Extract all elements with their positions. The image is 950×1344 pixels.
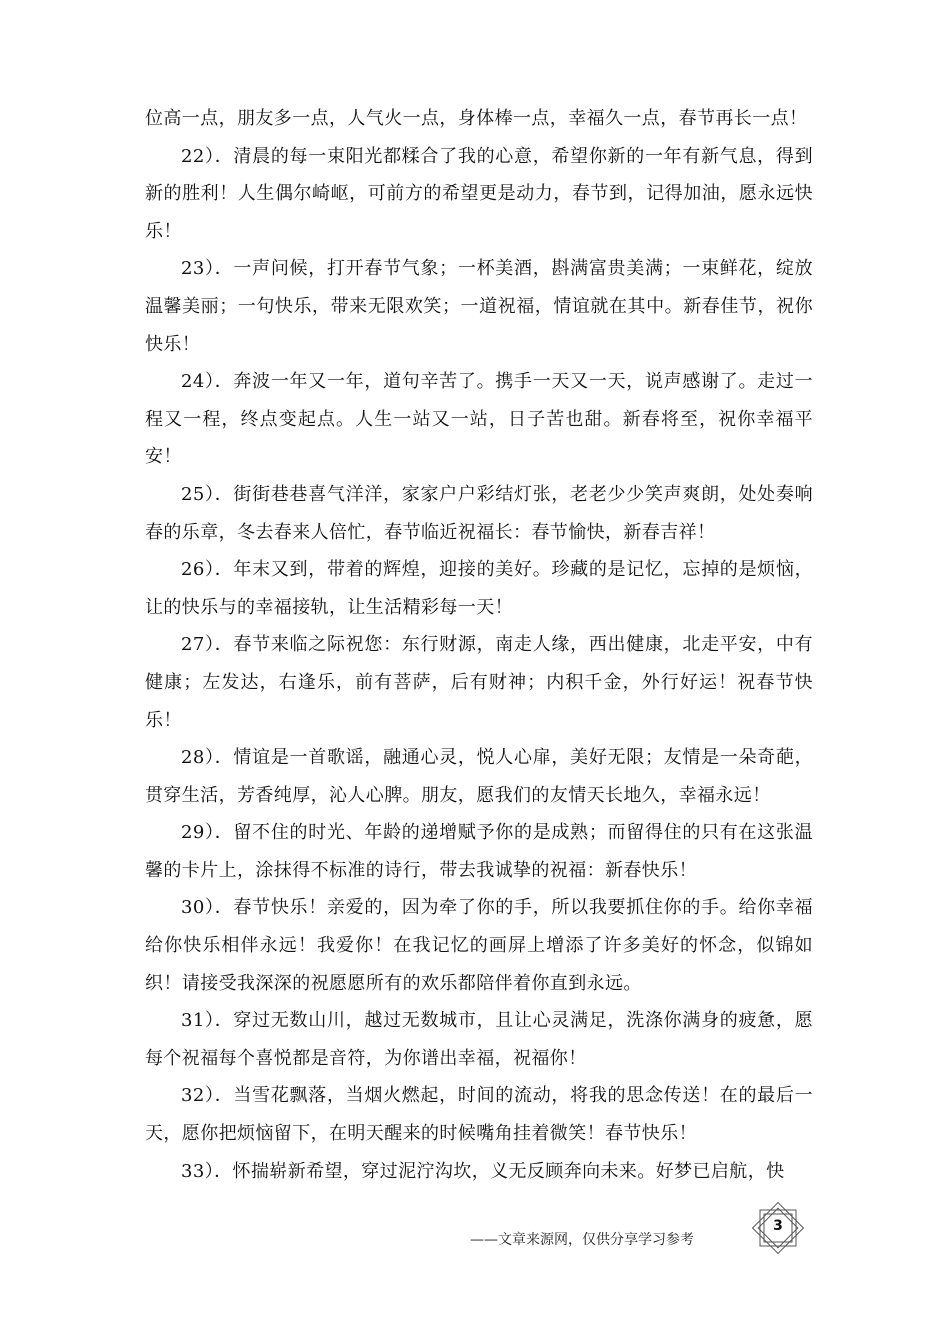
- footer-source-note: ——文章来源网，仅供分享学习参考: [470, 1232, 694, 1248]
- page-number: 3: [773, 1218, 783, 1234]
- paragraph-24: 24）．奔波一年又一年，道句辛苦了。携手一天又一天，说声感谢了。走过一程又一程，终点变起点。人生一站又一站，日子苦也甜。新春将至，祝你幸福平安！: [145, 371, 813, 468]
- paragraph-30: 30）．春节快乐！亲爱的，因为牵了你的手，所以我要抓住你的手。给你幸福给你快乐相伴永远！我爱你！在我记忆的画屏上增添了许多美好的怀念，似锦如织！请接受我深深的祝愿愿所有的欢乐都陪伴着你直到永远。: [145, 897, 813, 994]
- page-number-badge: [748, 1198, 808, 1258]
- paragraph-continuation: 位高一点，朋友多一点，人气火一点，身体棒一点，幸福久一点，春节再长一点！: [145, 108, 808, 129]
- paragraph-22: 22）．清晨的每一束阳光都糅合了我的心意，希望你新的一年有新气息，得到新的胜利！人生偶尔崎岖，可前方的希望更是动力，春节到，记得加油，愿永远快乐！: [145, 145, 813, 242]
- paragraph-32: 32）．当雪花飘落，当烟火燃起，时间的流动，将我的思念传送！在的最后一天，愿你把烦恼留下，在明天醒来的时候嘴角挂着微笑！春节快乐！: [145, 1085, 813, 1145]
- paragraph-33: 33）．怀揣崭新希望，穿过泥泞沟坎，义无反顾奔向未来。好梦已启航，快: [181, 1160, 785, 1182]
- paragraph-31: 31）．穿过无数山川，越过无数城市，且让心灵满足，洗涤你满身的疲惫，愿每个祝福每个喜悦都是音符，为你谱出幸福，祝福你！: [145, 1010, 813, 1069]
- document-body: [145, 100, 813, 1190]
- paragraph-25: 25）．街街巷巷喜气洋洋，家家户户彩结灯张，老老少少笑声爽朗，处处奏响春的乐章，冬去春来人倍忙，春节临近祝福长：春节愉快，新春吉祥！: [145, 483, 813, 543]
- paragraph-26: 26）．年末又到，带着的辉煌，迎接的美好。珍藏的是记忆，忘掉的是烦恼，让的快乐与的幸福接轨，让生活精彩每一天！: [145, 559, 813, 618]
- paragraph-28: 28）．情谊是一首歌谣，融通心灵，悦人心扉，美好无限；友情是一朵奇葩，贯穿生活，芳香纯厚，沁人心脾。朋友，愿我们的友情天长地久，幸福永远！: [145, 747, 813, 806]
- paragraph-23: 23）．一声问候，打开春节气象；一杯美酒，斟满富贵美满；一束鲜花，绽放温馨美丽；一句快乐，带来无限欢笑；一道祝福，情谊就在其中。新春佳节，祝你快乐！: [145, 258, 813, 355]
- paragraph-27: 27）．春节来临之际祝您：东行财源，南走人缘，西出健康，北走平安，中有健康；左发达，右逢乐，前有菩萨，后有财神；内积千金，外行好运！祝春节快乐！: [145, 634, 813, 731]
- paragraph-29: 29）．留不住的时光、年龄的递增赋予你的是成熟；而留得住的只有在这张温馨的卡片上，涂抹得不标准的诗行，带去我诚挚的祝福：新春快乐！: [145, 822, 813, 881]
